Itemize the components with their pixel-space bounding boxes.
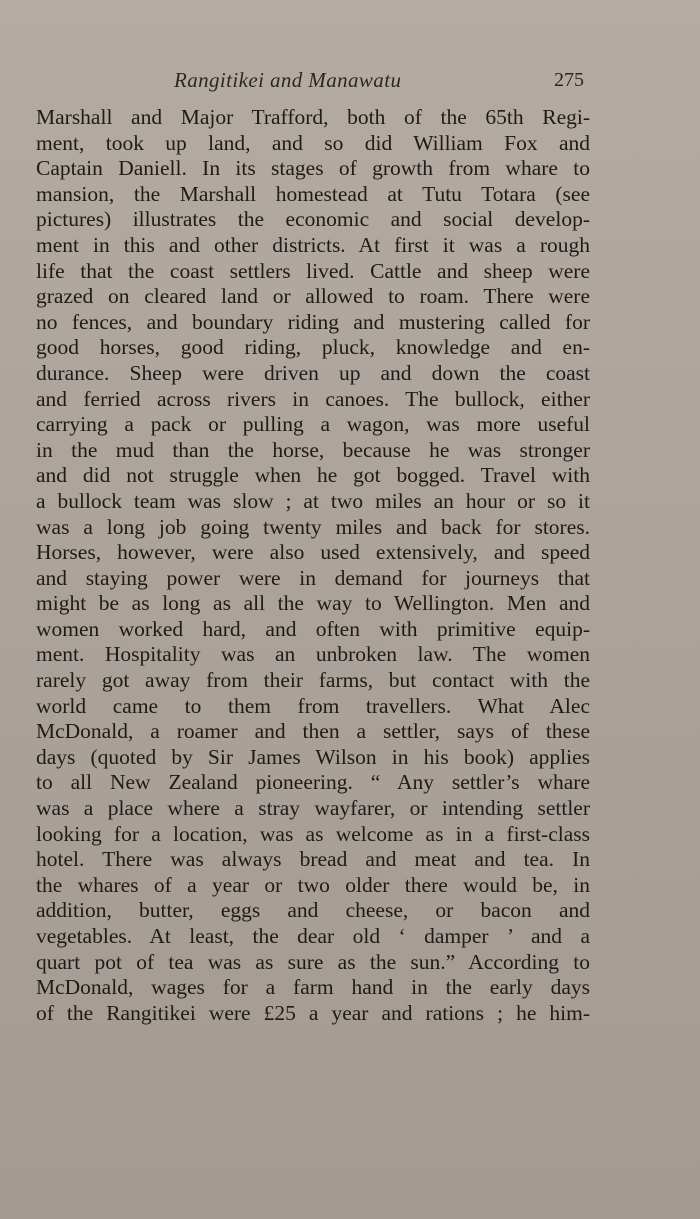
text-line: and did not struggle when he got bogged. Travel with [36, 463, 590, 488]
text-line: good horses, good riding, pluck, knowledge and en- [36, 335, 590, 360]
text-line: rarely got away from their farms, but contact with the [36, 668, 590, 693]
text-line: Horses, however, were also used extensively, and speed [36, 540, 590, 565]
text-line: pictures) illustrates the economic and social develop- [36, 207, 590, 232]
page-number: 275 [554, 69, 584, 91]
text-line: women worked hard, and often with primitive equip- [36, 616, 590, 641]
text-line: a bullock team was slow ; at two miles an hour or so it [36, 488, 590, 513]
text-line: no fences, and boundary riding and mustering called for [36, 309, 590, 334]
text-line: McDonald, wages for a farm hand in the early days [36, 975, 590, 1000]
text-line: life that the coast settlers lived. Cattle and sheep were [36, 258, 590, 283]
text-line: vegetables. At least, the dear old ‘ damper ’ and a [36, 924, 590, 948]
text-line: might be as long as all the way to Wellington. Men and [36, 591, 590, 616]
text-line: the whares of a year or two older there would be, in [36, 872, 590, 897]
text-line: mansion, the Marshall homestead at Tutu Totara (see [36, 181, 590, 206]
running-title: Rangitikei and Manawatu [174, 68, 402, 92]
text-line: quart pot of tea was as sure as the sun.” According to [36, 949, 590, 974]
text-line: grazed on cleared land or allowed to roam. There were [36, 284, 590, 309]
text-line: addition, butter, eggs and cheese, or bacon and [36, 898, 590, 923]
text-line: was a long job going twenty miles and back for stores. [36, 514, 590, 539]
text-line: McDonald, a roamer and then a settler, says of these [36, 719, 590, 744]
text-line: world came to them from travellers. What Alec [36, 693, 590, 718]
text-line: and ferried across rivers in canoes. The bullock, either [36, 386, 590, 411]
text-line: ment. Hospitality was an unbroken law. The women [36, 642, 590, 667]
text-line: ment in this and other districts. At first it was a rough [36, 232, 590, 257]
text-line: Captain Daniell. In its stages of growth from whare to [36, 156, 590, 181]
text-line: in the mud than the horse, because he was stronger [36, 437, 590, 462]
text-line: days (quoted by Sir James Wilson in his book) applies [36, 744, 590, 769]
text-line: Marshall and Major Trafford, both of the 65th Regi- [36, 105, 590, 129]
text-line: carrying a pack or pulling a wagon, was more useful [36, 412, 590, 437]
running-head [0, 68, 700, 98]
body-text [36, 105, 590, 1026]
text-line: of the Rangitikei were £25 a year and rations ; he him- [36, 1000, 590, 1025]
text-line: was a place where a stray wayfarer, or intending settler [36, 796, 590, 821]
text-line: hotel. There was always bread and meat and tea. In [36, 847, 590, 872]
text-line: ment, took up land, and so did William Fox and [36, 130, 590, 155]
text-line: looking for a location, was as welcome as in a first-class [36, 821, 590, 846]
text-line: durance. Sheep were driven up and down the coast [36, 360, 590, 385]
text-line: to all New Zealand pioneering. “ Any settler’s whare [36, 770, 590, 795]
text-line: and staying power were in demand for journeys that [36, 565, 590, 590]
